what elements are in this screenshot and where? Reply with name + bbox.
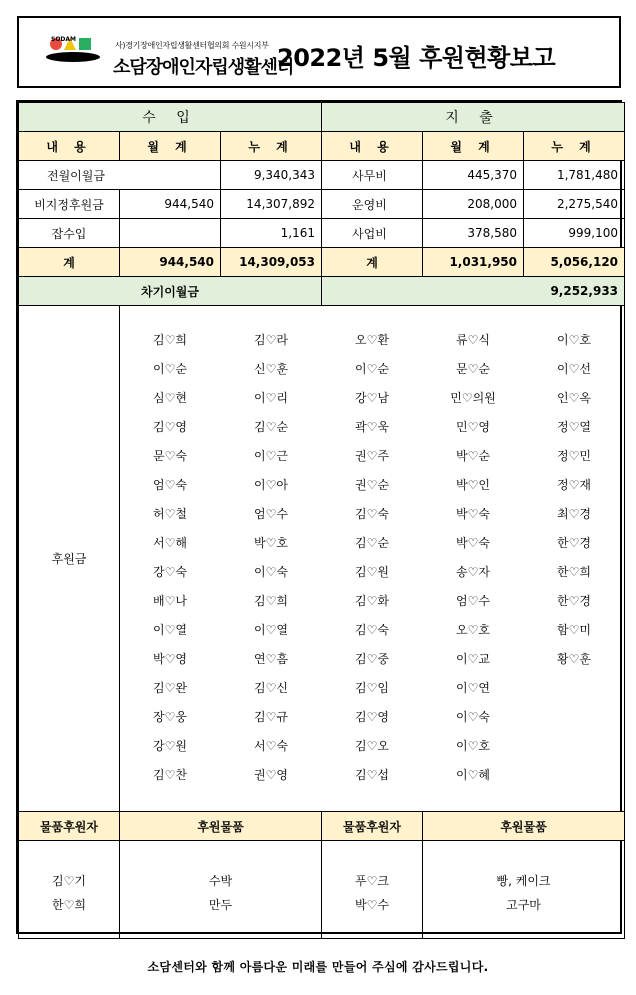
org-name: 소담장애인자립생활센터 — [113, 57, 294, 78]
donor-name: 권♡영 — [254, 768, 288, 782]
donor-name: 김♡순 — [355, 536, 389, 550]
income-sum-total: 14,309,053 — [221, 248, 322, 277]
donor-name: 송♡자 — [456, 565, 490, 579]
carryover-label: 차기이월금 — [19, 277, 322, 306]
goods-col-donor-right: 물품후원자 — [322, 812, 423, 841]
donor-column — [524, 326, 624, 674]
goods-col-item-right: 후원물품 — [423, 812, 625, 841]
expense-total: 999,100 — [524, 219, 625, 248]
donor-name: 이♡근 — [254, 449, 288, 463]
donor-name: 민♡의원 — [450, 391, 496, 405]
expense-col-item: 내 용 — [322, 132, 423, 161]
logo-icon — [43, 26, 113, 66]
expense-item: 사무비 — [322, 161, 423, 190]
donor-name: 이♡혜 — [456, 768, 490, 782]
income-month: 944,540 — [120, 190, 221, 219]
donor-name: 이♡호 — [557, 333, 591, 347]
report-title: 2022년 5월 후원현황보고 — [277, 44, 556, 72]
donor-name: 최♡경 — [557, 507, 591, 521]
donor-name: 김♡오 — [355, 739, 389, 753]
donor-name: 곽♡욱 — [355, 420, 389, 434]
donor-name: 정♡열 — [557, 420, 591, 434]
carryover-row — [19, 277, 625, 306]
goods-donor: 푸♡크 — [355, 874, 389, 888]
logo-brand: SODAM — [51, 36, 77, 43]
donor-name: 한♡희 — [557, 565, 591, 579]
goods-items-left — [120, 841, 322, 939]
donor-name: 이♡호 — [456, 739, 490, 753]
donor-name: 이♡리 — [254, 391, 288, 405]
goods-donors-left — [19, 841, 120, 939]
donor-name: 김♡라 — [254, 333, 288, 347]
goods-row — [19, 841, 625, 939]
sum-row — [19, 248, 625, 277]
donor-name: 박♡숙 — [456, 536, 490, 550]
org-subtitle: 사)경기장애인자립생활센터협의회 수원시지부 — [115, 41, 269, 50]
goods-items-right — [423, 841, 625, 939]
income-total: 1,161 — [221, 219, 322, 248]
goods-donor: 박♡수 — [355, 898, 389, 912]
donor-name: 김♡중 — [355, 652, 389, 666]
donor-column — [423, 326, 523, 790]
donor-name: 이♡숙 — [456, 710, 490, 724]
expense-month: 445,370 — [423, 161, 524, 190]
donor-name: 한♡경 — [557, 536, 591, 550]
donor-name: 김♡신 — [254, 681, 288, 695]
income-item: 비지정후원금 — [19, 190, 120, 219]
donor-name: 오♡호 — [456, 623, 490, 637]
donor-name: 문♡숙 — [153, 449, 187, 463]
donor-column — [322, 326, 422, 790]
donor-name: 김♡희 — [254, 594, 288, 608]
donor-name: 배♡나 — [153, 594, 187, 608]
donor-name: 이♡선 — [557, 362, 591, 376]
income-header: 수 입 — [19, 103, 322, 132]
donor-name: 김♡섭 — [355, 768, 389, 782]
donor-list — [120, 306, 625, 812]
income-col-item: 내 용 — [19, 132, 120, 161]
donor-name: 정♡재 — [557, 478, 591, 492]
expense-month: 378,580 — [423, 219, 524, 248]
donor-name: 문♡순 — [456, 362, 490, 376]
donor-name: 엄♡수 — [456, 594, 490, 608]
report-table — [16, 100, 622, 934]
donor-row — [19, 306, 625, 812]
donor-name: 강♡남 — [355, 391, 389, 405]
donor-name: 권♡주 — [355, 449, 389, 463]
donor-name: 박♡호 — [254, 536, 288, 550]
donor-name: 김♡영 — [355, 710, 389, 724]
donor-name: 이♡아 — [254, 478, 288, 492]
donor-name: 박♡인 — [456, 478, 490, 492]
donor-name: 이♡열 — [153, 623, 187, 637]
donor-name: 서♡숙 — [254, 739, 288, 753]
table-row — [19, 190, 625, 219]
footer-message: 소담센터와 함께 아름다운 미래를 만들어 주심에 감사드립니다. — [147, 960, 489, 974]
goods-donor: 한♡희 — [52, 898, 86, 912]
donor-name: 인♡옥 — [557, 391, 591, 405]
expense-col-total: 누 계 — [524, 132, 625, 161]
income-item: 잡수입 — [19, 219, 120, 248]
donor-name: 김♡영 — [153, 420, 187, 434]
donor-name: 황♡훈 — [557, 652, 591, 666]
donor-name: 엄♡수 — [254, 507, 288, 521]
donor-name: 이♡숙 — [254, 565, 288, 579]
donor-name: 권♡순 — [355, 478, 389, 492]
donor-name: 김♡숙 — [355, 507, 389, 521]
donor-column — [120, 326, 220, 790]
income-month — [120, 219, 221, 248]
goods-item: 수박 — [208, 874, 233, 888]
expense-item: 사업비 — [322, 219, 423, 248]
income-sum-month: 944,540 — [120, 248, 221, 277]
goods-item: 빵, 케이크 — [496, 874, 551, 888]
expense-sum-label: 계 — [322, 248, 423, 277]
table-row — [19, 161, 625, 190]
income-col-total: 누 계 — [221, 132, 322, 161]
expense-month: 208,000 — [423, 190, 524, 219]
donor-name: 정♡민 — [557, 449, 591, 463]
donor-name: 김♡희 — [153, 333, 187, 347]
income-total: 14,307,892 — [221, 190, 322, 219]
sodam-logo — [43, 26, 294, 82]
donor-name: 김♡임 — [355, 681, 389, 695]
donor-name: 박♡영 — [153, 652, 187, 666]
expense-col-month: 월 계 — [423, 132, 524, 161]
donor-name: 함♡미 — [557, 623, 591, 637]
donor-name: 심♡현 — [153, 391, 187, 405]
donor-name: 신♡훈 — [254, 362, 288, 376]
goods-item: 고구마 — [506, 898, 541, 912]
donor-name: 이♡순 — [355, 362, 389, 376]
income-col-month: 월 계 — [120, 132, 221, 161]
donor-name: 민♡영 — [456, 420, 490, 434]
donor-name: 허♡철 — [153, 507, 187, 521]
donor-name: 김♡숙 — [355, 623, 389, 637]
carryover-value: 9,252,933 — [322, 277, 625, 306]
donor-name: 박♡숙 — [456, 507, 490, 521]
donor-name: 김♡화 — [355, 594, 389, 608]
donor-name: 박♡순 — [456, 449, 490, 463]
expense-header: 지 출 — [322, 103, 625, 132]
donor-label: 후원금 — [19, 306, 120, 812]
donor-name: 한♡경 — [557, 594, 591, 608]
income-item: 전월이월금 — [19, 161, 221, 190]
expense-item: 운영비 — [322, 190, 423, 219]
donor-name: 김♡완 — [153, 681, 187, 695]
table-row — [19, 219, 625, 248]
expense-sum-total: 5,056,120 — [524, 248, 625, 277]
donor-name: 김♡규 — [254, 710, 288, 724]
goods-item: 만두 — [208, 898, 233, 912]
goods-donor: 김♡기 — [52, 874, 86, 888]
income-total: 9,340,343 — [221, 161, 322, 190]
donor-name: 오♡환 — [355, 333, 389, 347]
donor-name: 이♡순 — [153, 362, 187, 376]
goods-donors-right — [322, 841, 423, 939]
donor-name: 강♡숙 — [153, 565, 187, 579]
donor-column — [221, 326, 321, 790]
goods-col-item-left: 후원물품 — [120, 812, 322, 841]
goods-col-donor-left: 물품후원자 — [19, 812, 120, 841]
donor-name: 장♡웅 — [153, 710, 187, 724]
donor-name: 연♡흠 — [254, 652, 288, 666]
expense-total: 2,275,540 — [524, 190, 625, 219]
donor-name: 엄♡숙 — [153, 478, 187, 492]
donor-name: 류♡식 — [456, 333, 490, 347]
donor-name: 이♡교 — [456, 652, 490, 666]
donor-name: 김♡찬 — [153, 768, 187, 782]
goods-header-row — [19, 812, 625, 841]
donor-name: 강♡원 — [153, 739, 187, 753]
donor-name: 이♡연 — [456, 681, 490, 695]
report-header — [17, 16, 621, 88]
expense-sum-month: 1,031,950 — [423, 248, 524, 277]
donor-name: 이♡열 — [254, 623, 288, 637]
donor-name: 김♡순 — [254, 420, 288, 434]
income-sum-label: 계 — [19, 248, 120, 277]
donor-name: 서♡해 — [153, 536, 187, 550]
donor-name: 김♡원 — [355, 565, 389, 579]
expense-total: 1,781,480 — [524, 161, 625, 190]
